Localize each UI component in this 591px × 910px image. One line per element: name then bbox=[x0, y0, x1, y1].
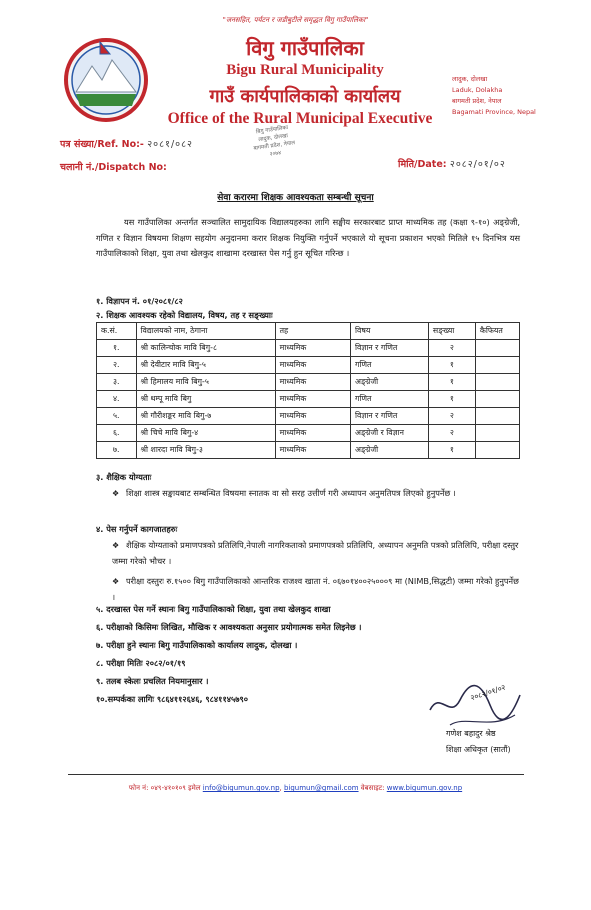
item-7: ७. परीक्षा हुने स्थानः बिगु गाउँपालिकाको कार्यालय लादुक, दोलखा । bbox=[96, 640, 298, 650]
notice-intro: यस गाउँपालिका अन्तर्गत सञ्चालित सामुदायिक विद्यालयहरुका लागि सङ्घीय सरकारबाट प्राप्त माध्यमिक तह (कक्षा ९-१०) अङ्ग्रेजी, गणित र विज्ञान विषयमा शिक्षण सहयोग अनुदानमा करार शिक्षक नियुक्ति गर्नुपर्ने भएकाले यो सूचना प्रकाशन भएको मितिले १५ दिनभित्र यस गाउँपालिकाको शिक्षा, युवा तथा खेलकुद शाखामा दरखास्त पेस गर्नु हुन सूचित गरिन्छ । bbox=[96, 217, 520, 258]
table-row bbox=[97, 340, 520, 357]
footer-website[interactable]: www.bigumun.gov.np bbox=[386, 784, 463, 792]
table-cell: २ bbox=[428, 425, 475, 442]
item-2: २. शिक्षक आवश्यक रहेको विद्यालय, विषय, तह र सङ्ख्याः bbox=[96, 310, 273, 320]
table-cell: ६. bbox=[97, 425, 137, 442]
item-5: ५. दरखास्त पेस गर्ने स्थानः बिगु गाउँपालिकाको शिक्षा, युवा तथा खेलकुद शाखा bbox=[96, 604, 331, 614]
table-cell: माध्यमिक bbox=[275, 425, 350, 442]
footer-email-1[interactable]: info@bigumun.gov.np bbox=[202, 784, 280, 792]
table-header-row bbox=[97, 323, 520, 340]
en-municipality-name: Bigu Rural Municipality bbox=[226, 62, 384, 78]
table-cell: अङ्ग्रेजी bbox=[351, 442, 429, 459]
table-cell: श्री देवीटार मावि बिगु-५ bbox=[136, 357, 275, 374]
table-cell: माध्यमिक bbox=[275, 374, 350, 391]
table-row bbox=[97, 425, 520, 442]
table-cell bbox=[475, 374, 519, 391]
table-cell: १ bbox=[428, 374, 475, 391]
table-cell: श्री शारदा मावि बिगु-३ bbox=[136, 442, 275, 459]
table-cell: ४. bbox=[97, 391, 137, 408]
table-cell: माध्यमिक bbox=[275, 391, 350, 408]
item-9: ९. तलब स्केलः प्रचलित नियमानुसार । bbox=[96, 676, 209, 686]
signature-date: २०८२/०१/०२ bbox=[469, 682, 507, 703]
address-np-2: बागमती प्रदेश, नेपाल bbox=[452, 97, 502, 105]
ref-value: २०८१/०८२ bbox=[147, 139, 193, 150]
table-cell: अङ्ग्रेजी bbox=[351, 374, 429, 391]
stamp-line-1: बिगु गाउँपालिका bbox=[255, 124, 289, 136]
table-cell: गणित bbox=[351, 357, 429, 374]
item-8: ८. परीक्षा मितिः २०८२/०१/१९ bbox=[96, 658, 186, 668]
table-cell: श्री चिचे मावि बिगु-४ bbox=[136, 425, 275, 442]
bullet-icon: ❖ bbox=[112, 489, 120, 498]
table-row bbox=[97, 408, 520, 425]
item-4-bullet-2-text: परीक्षा दस्तुरः रु.१५०० बिगु गाउँपालिकाको आन्तरिक राजश्व खाता नं. ०६७०१४००२५०००९ मा (NIMB,सिद्धटी) जम्मा गरेको हुनुपर्नेछ । bbox=[112, 576, 519, 602]
date-value: २०८२/०१/०२ bbox=[449, 159, 506, 170]
table-cell: २. bbox=[97, 357, 137, 374]
table-cell: अङ्ग्रेजी र विज्ञान bbox=[351, 425, 429, 442]
table-cell bbox=[475, 425, 519, 442]
item-4-bullet-1-text: शैक्षिक योग्यताको प्रमाणपत्रको प्रतिलिपि,नेपाली नागरिकताको प्रमाणपत्रको प्रतिलिपि, अध्यापन अनुमति पत्रको प्रतिलिपि, परीक्षा दस्तुर जम्मा गरेको भौचर । bbox=[112, 540, 519, 566]
item-1: १. विज्ञापन नं. ०१/२०८१/८२ bbox=[96, 296, 183, 306]
ref-number bbox=[60, 137, 193, 150]
table-cell: ५. bbox=[97, 408, 137, 425]
table-row bbox=[97, 374, 520, 391]
address-en-2: Bagamati Province, Nepal bbox=[452, 108, 536, 116]
dispatch-number bbox=[60, 160, 167, 173]
item-4-bullet-1 bbox=[112, 538, 520, 569]
table-row bbox=[97, 357, 520, 374]
table-row bbox=[97, 391, 520, 408]
table-cell: १. bbox=[97, 340, 137, 357]
table-cell: माध्यमिक bbox=[275, 442, 350, 459]
table-header-cell: सङ्ख्या bbox=[428, 323, 475, 340]
signatory-title: शिक्षा अधिकृत (सातौं) bbox=[446, 745, 511, 754]
item-10: १०.सम्पर्कका लागिः ९८६४११२६४६, ९८४११४५७९० bbox=[96, 694, 248, 704]
school-table bbox=[96, 322, 520, 459]
table-cell bbox=[475, 340, 519, 357]
table-cell: श्री गौरीशङ्कर मावि बिगु-७ bbox=[136, 408, 275, 425]
footer-divider bbox=[68, 774, 524, 775]
stamp-line-2: लादुक, दोलखा bbox=[258, 133, 289, 144]
motto: "जनसहित, पर्यटन र जडीबुटीले समृद्धत विगु गाउँपालिका" bbox=[222, 16, 369, 24]
table-cell: श्री कालिन्चोक मावि बिगु-८ bbox=[136, 340, 275, 357]
table-cell: १ bbox=[428, 391, 475, 408]
table-header-cell: विषय bbox=[351, 323, 429, 340]
table-cell bbox=[475, 442, 519, 459]
bullet-icon: ❖ bbox=[112, 541, 120, 550]
table-cell: विज्ञान र गणित bbox=[351, 408, 429, 425]
table-cell bbox=[475, 408, 519, 425]
signatory-name: गणेश बहादुर श्रेष्ठ bbox=[446, 729, 496, 738]
item-3: ३. शैक्षिक योग्यताः bbox=[96, 472, 152, 482]
address-block bbox=[452, 74, 536, 118]
table-cell: २ bbox=[428, 408, 475, 425]
footer-web-label: वेबसाइट: bbox=[358, 784, 387, 792]
table-cell: माध्यमिक bbox=[275, 357, 350, 374]
item-6: ६. परीक्षाको किसिमः लिखित, मौखिक र आवश्यकता अनुसार प्रयोगात्मक समेत लिइनेछ । bbox=[96, 622, 362, 632]
footer-phone: फोन नं: ०४९-४१०१०९ इमेल bbox=[128, 784, 201, 792]
table-cell: १ bbox=[428, 357, 475, 374]
signature-scribble bbox=[420, 670, 540, 770]
table-cell: गणित bbox=[351, 391, 429, 408]
stamp-line-3: बागमती प्रदेश, नेपाल bbox=[253, 140, 296, 152]
table-cell: श्री थम्पू मावि बिगु bbox=[136, 391, 275, 408]
np-municipality-name: विगु गाउँपालिका bbox=[246, 36, 364, 60]
table-cell: माध्यमिक bbox=[275, 408, 350, 425]
footer-email-2[interactable]: bigumun@gmail.com bbox=[283, 784, 359, 792]
table-header-cell: विद्यालयको नाम, ठेगाना bbox=[136, 323, 275, 340]
table-cell: १ bbox=[428, 442, 475, 459]
table-cell: माध्यमिक bbox=[275, 340, 350, 357]
item-4: ४. पेस गर्नुपर्ने कागजातहरुः bbox=[96, 524, 178, 534]
footer-sep: , bbox=[279, 784, 284, 792]
item-3-bullet-1-text: शिक्षा शास्त्र सङ्कायबाट सम्बन्धित विषयमा स्नातक वा सो सरह उत्तीर्ण गरी अध्यापन अनुमतिपत्र लिएको हुनुपर्नेछ । bbox=[126, 488, 456, 498]
date bbox=[398, 157, 506, 170]
item-4-bullet-2 bbox=[112, 574, 520, 605]
en-office-name: Office of the Rural Municipal Executive bbox=[167, 110, 433, 127]
address-np-1: लादुक, दोलखा bbox=[452, 75, 488, 83]
bullet-icon: ❖ bbox=[112, 577, 120, 586]
table-cell bbox=[475, 357, 519, 374]
table-cell bbox=[475, 391, 519, 408]
table-row bbox=[97, 442, 520, 459]
np-office-name: गाउँ कार्यपालिकाको कार्यालय bbox=[209, 86, 401, 107]
footer bbox=[0, 784, 591, 793]
table-cell: २ bbox=[428, 340, 475, 357]
notice-title: सेवा करारमा शिक्षक आवश्यकता सम्बन्धी सूचना bbox=[217, 193, 374, 203]
table-header-cell: कैफियत bbox=[475, 323, 519, 340]
table-cell: ७. bbox=[97, 442, 137, 459]
table-cell: ३. bbox=[97, 374, 137, 391]
stamp-line-4: २०७४ bbox=[269, 150, 282, 158]
table-cell: श्री हिमालय मावि बिगु-५ bbox=[136, 374, 275, 391]
table-cell: विज्ञान र गणित bbox=[351, 340, 429, 357]
dispatch-label: चलानी नं./Dispatch No: bbox=[60, 162, 167, 173]
ref-label: पत्र संख्या/Ref. No:- bbox=[60, 139, 144, 150]
table-header-cell: क.सं. bbox=[97, 323, 137, 340]
item-3-bullet-1 bbox=[112, 486, 520, 502]
table-header-cell: तह bbox=[275, 323, 350, 340]
office-stamp bbox=[229, 120, 321, 181]
date-label: मिति/Date: bbox=[398, 159, 447, 170]
address-en-1: Laduk, Dolakha bbox=[452, 86, 503, 94]
